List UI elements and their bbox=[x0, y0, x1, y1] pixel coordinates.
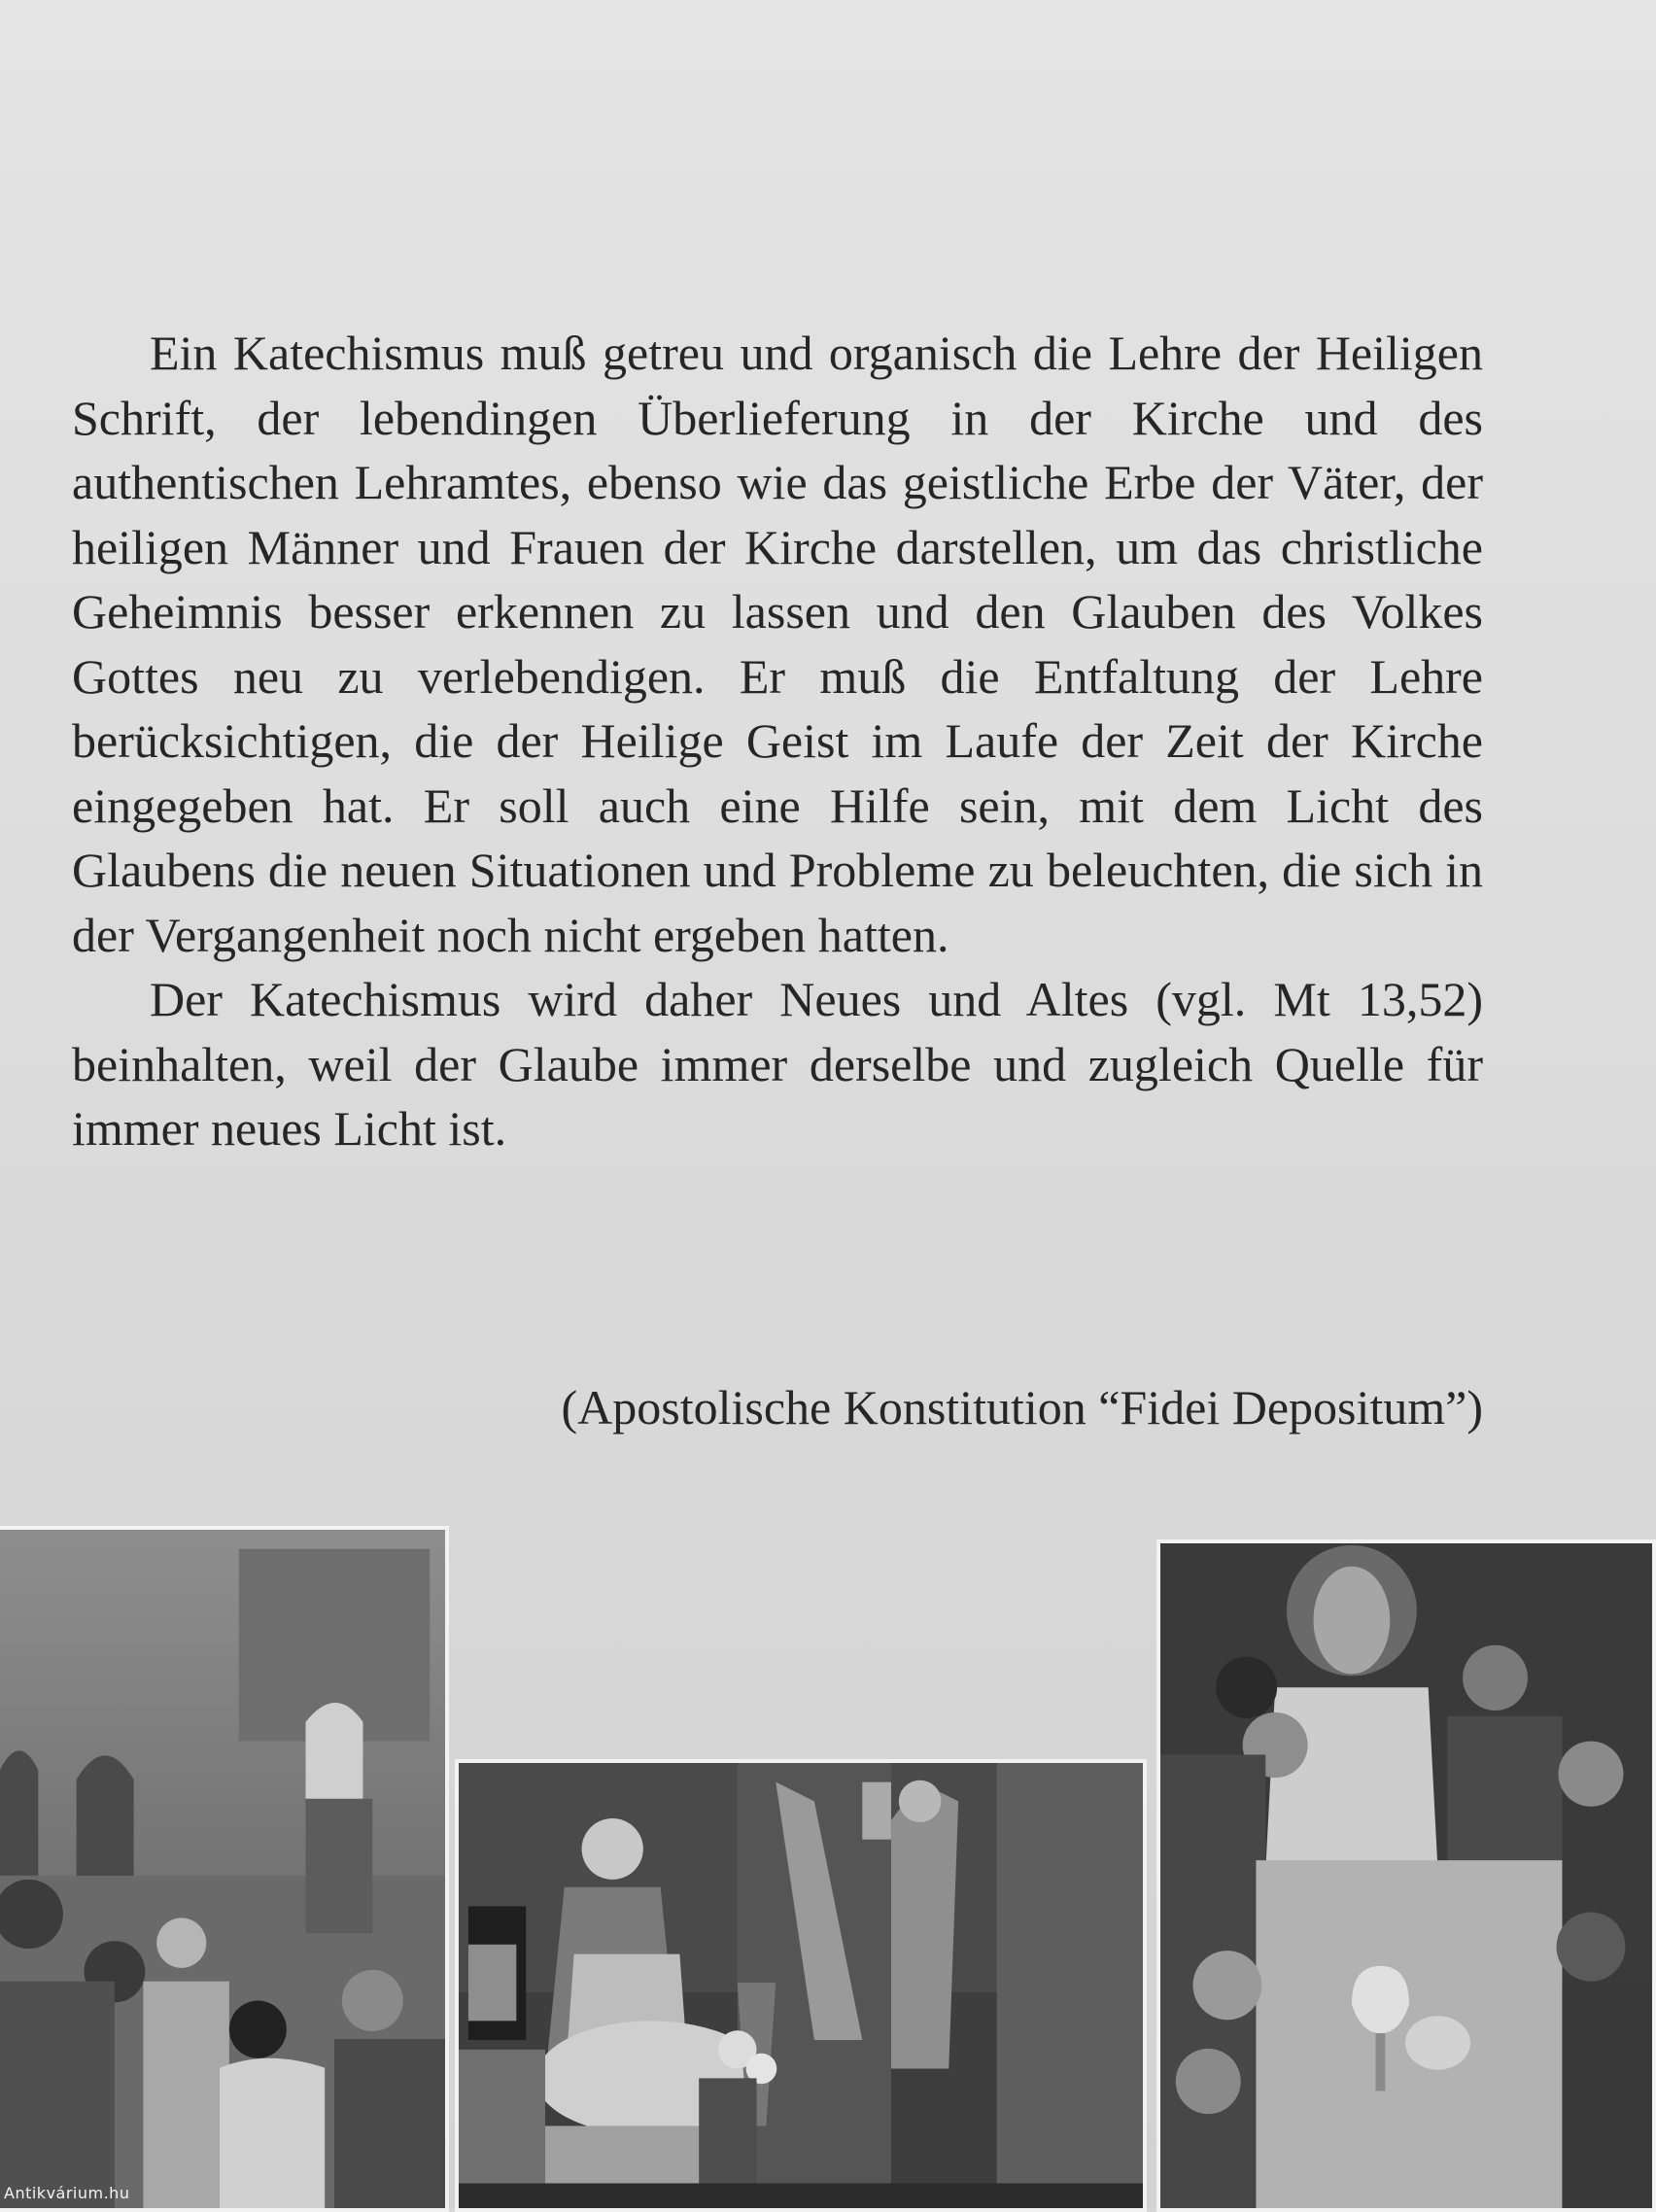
body-text bbox=[72, 321, 1483, 1161]
paragraph-2: Der Katechismus wird daher Neues und Altes (vgl. Mt 13,52) beinhalten, weil der Glaube immer derselbe und zugleich Quelle für immer neues Licht ist. bbox=[72, 972, 1483, 1156]
painting-last-supper bbox=[1156, 1539, 1656, 2212]
watermark: Antikvárium.hu bbox=[4, 2184, 130, 2202]
painting-household-scene bbox=[455, 1759, 1147, 2212]
citation: (Apostolische Konstitution “Fidei Depositum”) bbox=[561, 1380, 1483, 1434]
painting-temple-scene bbox=[0, 1526, 449, 2212]
paragraph-1: Ein Katechismus muß getreu und organisch die Lehre der Heiligen Schrift, der lebendingen Überlieferung in der Kirche und des authentischen Lehramtes, ebenso wie das geistliche Erbe der Väter, der heiligen Männer und Frauen der Kirche darstellen, um das christliche Geheimnis besser erkennen zu lassen und den Glauben des Volkes Gottes neu zu verlebendigen. Er muß die Entfaltung der Lehre berücksichtigen, die der Heilige Geist im Laufe der Zeit der Kirche eingegeben hat. Er soll auch eine Hilfe sein, mit dem Licht des Glaubens die neuen Situationen und Probleme zu beleuchten, die sich in der Vergangenheit noch nicht ergeben hatten. bbox=[72, 326, 1483, 962]
